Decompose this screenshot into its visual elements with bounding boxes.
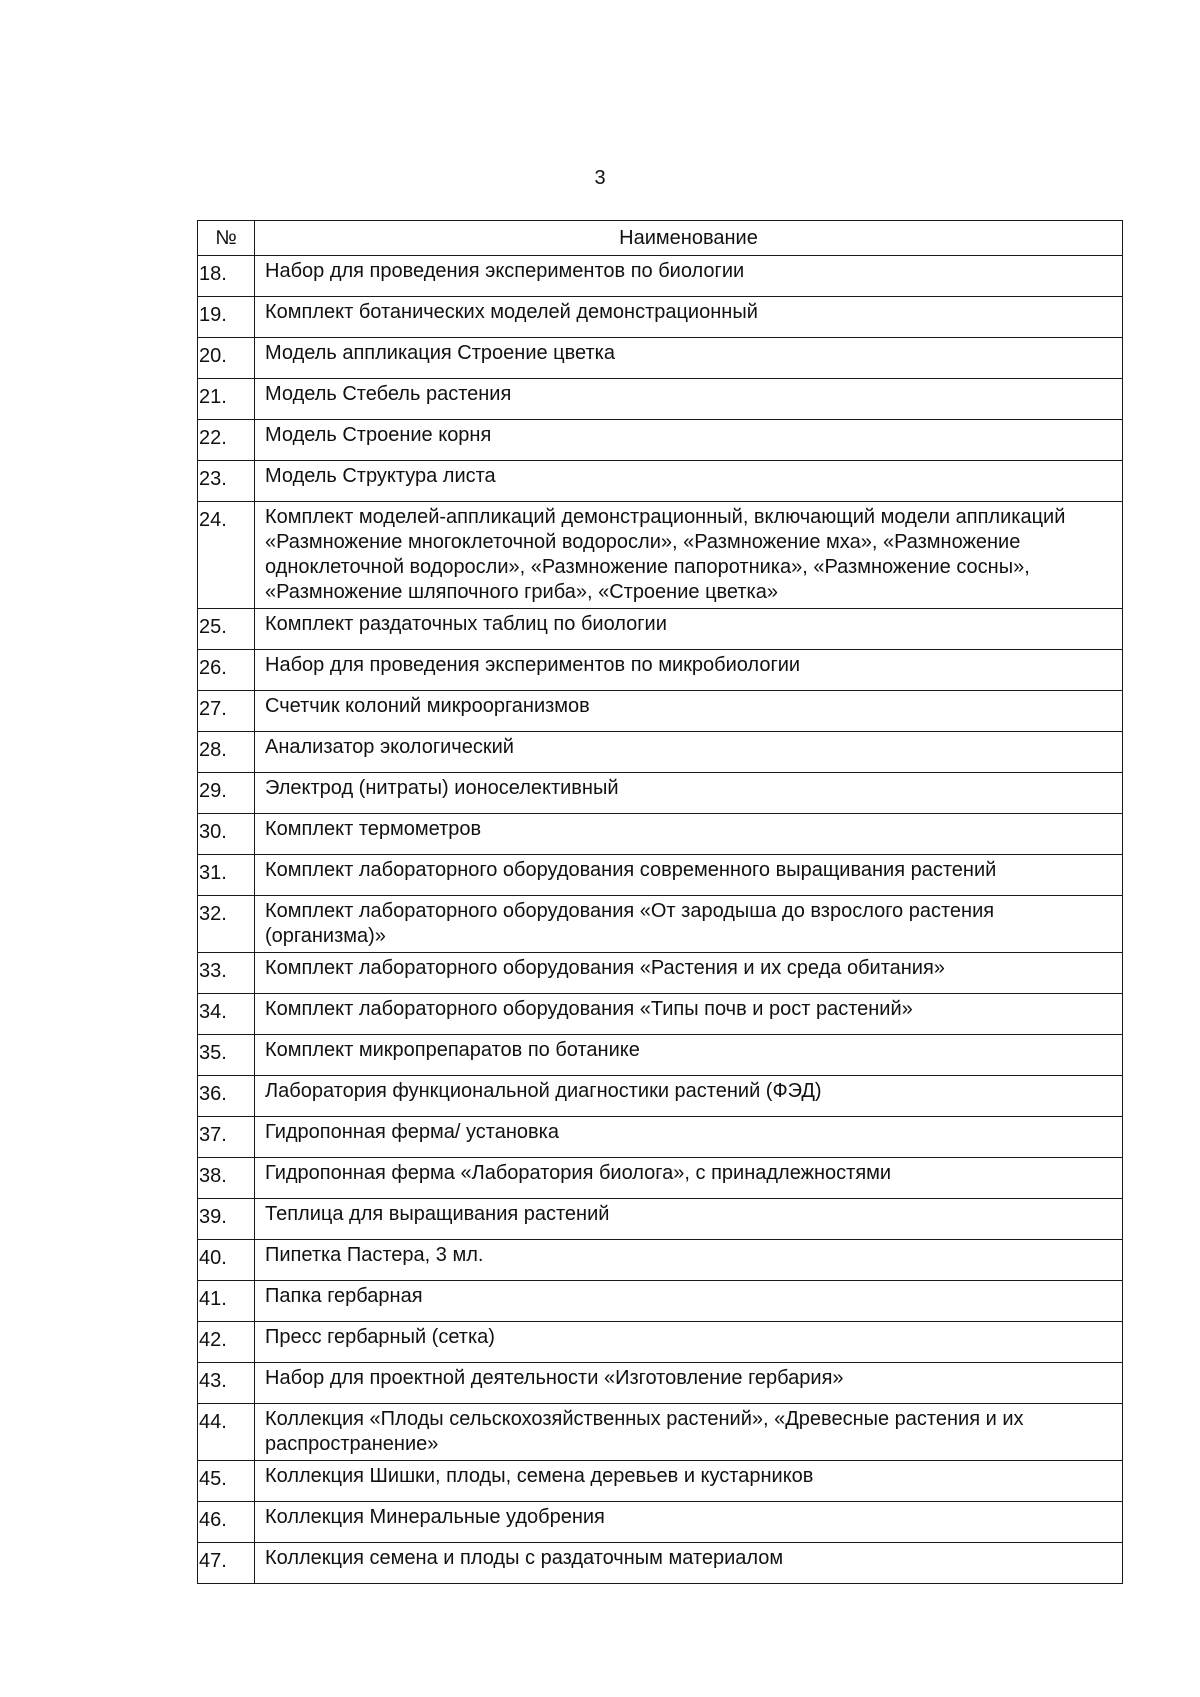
table-row xyxy=(198,1240,1123,1281)
item-name: Пресс гербарный (сетка) xyxy=(255,1322,1123,1363)
item-name: Комплект ботанических моделей демонстрационный xyxy=(255,297,1123,338)
item-name: Набор для проведения экспериментов по микробиологии xyxy=(255,650,1123,691)
table-row xyxy=(198,650,1123,691)
item-name: Комплект лабораторного оборудования современного выращивания растений xyxy=(255,855,1123,896)
item-name: Коллекция семена и плоды с раздаточным материалом xyxy=(255,1543,1123,1584)
row-number: 25. xyxy=(198,609,255,650)
item-name: Модель Строение корня xyxy=(255,420,1123,461)
page-number: 3 xyxy=(594,167,606,189)
table-header-row xyxy=(198,221,1123,256)
item-name: Модель аппликация Строение цветка xyxy=(255,338,1123,379)
item-name: Анализатор экологический xyxy=(255,732,1123,773)
table-row xyxy=(198,732,1123,773)
row-number: 46. xyxy=(198,1502,255,1543)
row-number: 30. xyxy=(198,814,255,855)
item-name: Модель Структура листа xyxy=(255,461,1123,502)
table-row xyxy=(198,256,1123,297)
row-number: 40. xyxy=(198,1240,255,1281)
table-row xyxy=(198,420,1123,461)
item-name: Электрод (нитраты) ионоселективный xyxy=(255,773,1123,814)
table-row xyxy=(198,461,1123,502)
row-number: 45. xyxy=(198,1461,255,1502)
item-name: Коллекция Минеральные удобрения xyxy=(255,1502,1123,1543)
item-name: Комплект раздаточных таблиц по биологии xyxy=(255,609,1123,650)
table-row xyxy=(198,1281,1123,1322)
row-number: 24. xyxy=(198,502,255,609)
row-number: 29. xyxy=(198,773,255,814)
row-number: 26. xyxy=(198,650,255,691)
row-number: 31. xyxy=(198,855,255,896)
table-row xyxy=(198,297,1123,338)
table-row xyxy=(198,1158,1123,1199)
table-row xyxy=(198,1199,1123,1240)
item-name: Пипетка Пастера, 3 мл. xyxy=(255,1240,1123,1281)
column-header-name: Наименование xyxy=(255,221,1123,256)
row-number: 47. xyxy=(198,1543,255,1584)
table-row xyxy=(198,379,1123,420)
row-number: 20. xyxy=(198,338,255,379)
item-name: Счетчик колоний микроорганизмов xyxy=(255,691,1123,732)
table-row xyxy=(198,609,1123,650)
table-row xyxy=(198,953,1123,994)
row-number: 18. xyxy=(198,256,255,297)
item-name: Модель Стебель растения xyxy=(255,379,1123,420)
table-row xyxy=(198,1404,1123,1461)
row-number: 23. xyxy=(198,461,255,502)
equipment-table xyxy=(197,220,1123,1584)
table-row xyxy=(198,1076,1123,1117)
table-body xyxy=(198,256,1123,1584)
table-row xyxy=(198,994,1123,1035)
table-row xyxy=(198,1117,1123,1158)
row-number: 32. xyxy=(198,896,255,953)
table-row xyxy=(198,1502,1123,1543)
row-number: 43. xyxy=(198,1363,255,1404)
table-row xyxy=(198,814,1123,855)
column-header-number: № xyxy=(198,221,255,256)
table-row xyxy=(198,1363,1123,1404)
item-name: Комплект лабораторного оборудования «От зародыша до взрослого растения (организма)» xyxy=(255,896,1123,953)
item-name: Коллекция «Плоды сельскохозяйственных растений», «Древесные растения и их распространение» xyxy=(255,1404,1123,1461)
table-row xyxy=(198,1035,1123,1076)
row-number: 38. xyxy=(198,1158,255,1199)
item-name: Комплект термометров xyxy=(255,814,1123,855)
table-row xyxy=(198,1543,1123,1584)
table-row xyxy=(198,855,1123,896)
item-name: Лаборатория функциональной диагностики растений (ФЭД) xyxy=(255,1076,1123,1117)
item-name: Гидропонная ферма/ установка xyxy=(255,1117,1123,1158)
row-number: 41. xyxy=(198,1281,255,1322)
row-number: 36. xyxy=(198,1076,255,1117)
row-number: 33. xyxy=(198,953,255,994)
item-name: Набор для проведения экспериментов по биологии xyxy=(255,256,1123,297)
item-name: Коллекция Шишки, плоды, семена деревьев и кустарников xyxy=(255,1461,1123,1502)
row-number: 39. xyxy=(198,1199,255,1240)
item-name: Комплект моделей-аппликаций демонстрационный, включающий модели аппликаций «Размножение многоклеточной водоросли», «Размножение мха», «Размножение одноклеточной водоросли», «Размножение папоротника», «Размножение сосны», «Размножение шляпочного гриба», «Строение цветка» xyxy=(255,502,1123,609)
item-name: Гидропонная ферма «Лаборатория биолога», с принадлежностями xyxy=(255,1158,1123,1199)
row-number: 35. xyxy=(198,1035,255,1076)
table-row xyxy=(198,502,1123,609)
row-number: 42. xyxy=(198,1322,255,1363)
row-number: 34. xyxy=(198,994,255,1035)
table-row xyxy=(198,896,1123,953)
row-number: 28. xyxy=(198,732,255,773)
item-name: Набор для проектной деятельности «Изготовление гербария» xyxy=(255,1363,1123,1404)
item-name: Теплица для выращивания растений xyxy=(255,1199,1123,1240)
table-row xyxy=(198,338,1123,379)
row-number: 27. xyxy=(198,691,255,732)
row-number: 37. xyxy=(198,1117,255,1158)
item-name: Комплект лабораторного оборудования «Типы почв и рост растений» xyxy=(255,994,1123,1035)
table-row xyxy=(198,773,1123,814)
row-number: 44. xyxy=(198,1404,255,1461)
item-name: Комплект лабораторного оборудования «Растения и их среда обитания» xyxy=(255,953,1123,994)
row-number: 19. xyxy=(198,297,255,338)
item-name: Комплект микропрепаратов по ботанике xyxy=(255,1035,1123,1076)
table-row xyxy=(198,1461,1123,1502)
row-number: 21. xyxy=(198,379,255,420)
table-row xyxy=(198,1322,1123,1363)
table-row xyxy=(198,691,1123,732)
item-name: Папка гербарная xyxy=(255,1281,1123,1322)
row-number: 22. xyxy=(198,420,255,461)
